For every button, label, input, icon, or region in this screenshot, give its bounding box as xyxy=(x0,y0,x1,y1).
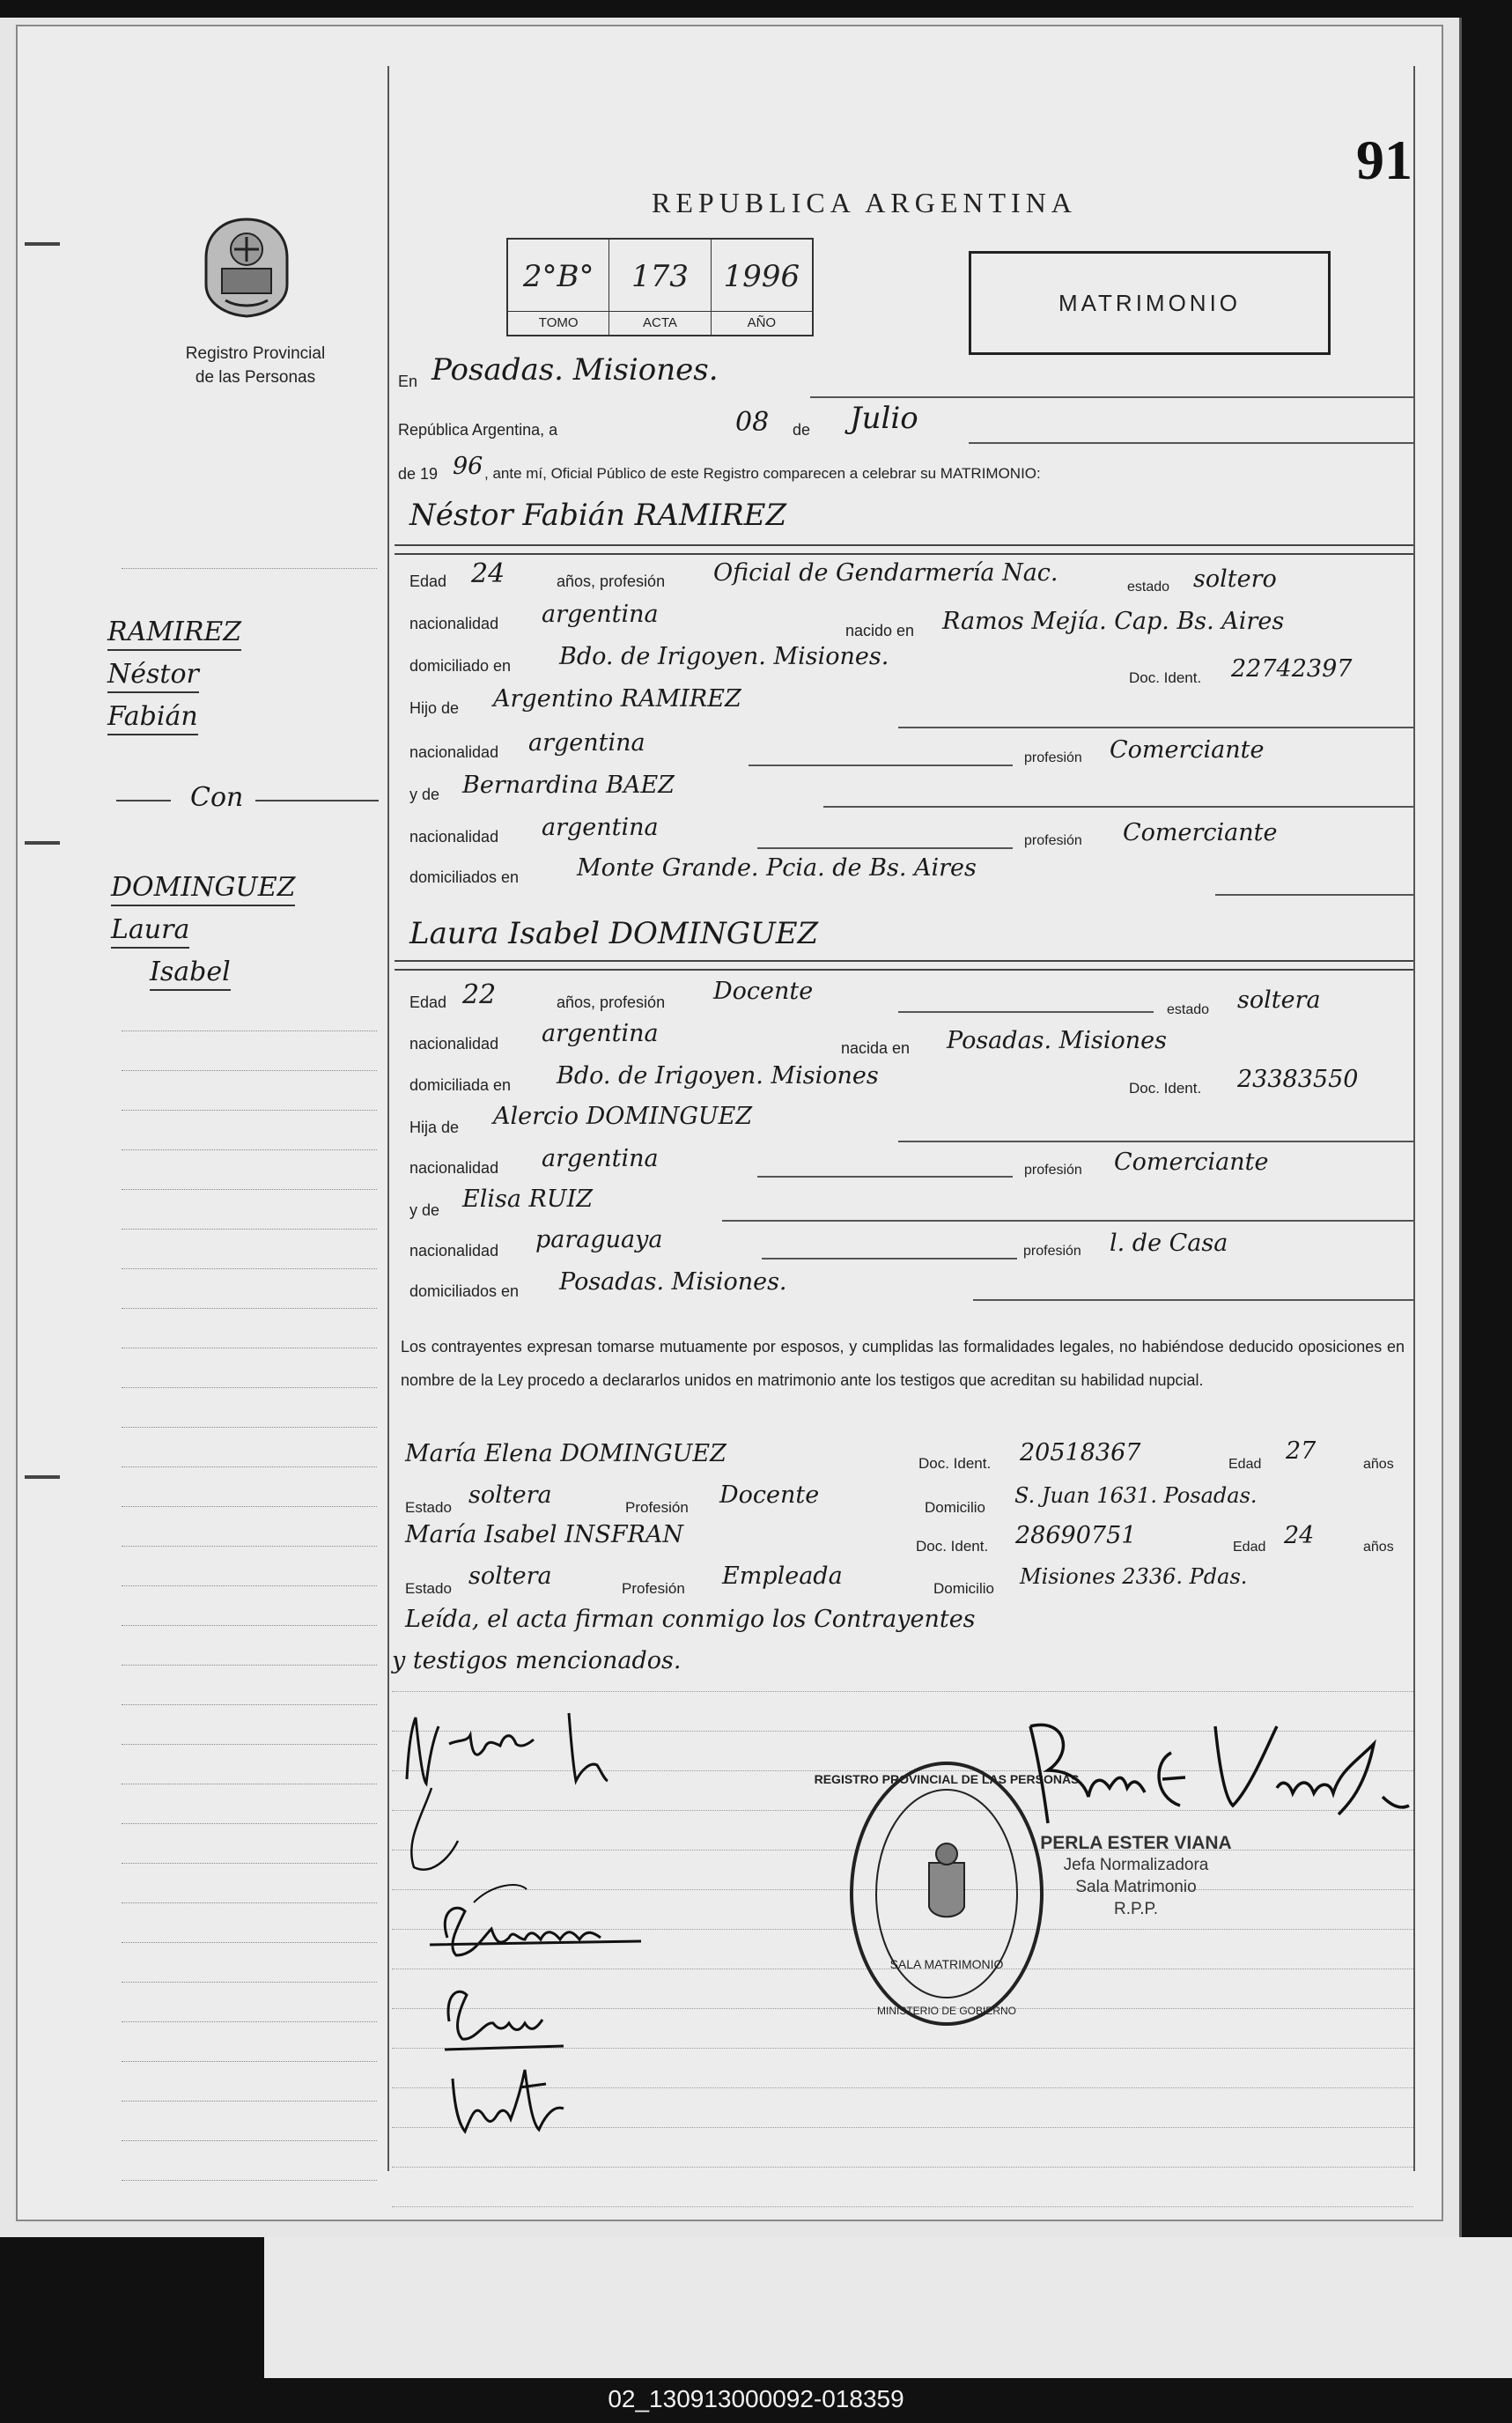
margin-rule xyxy=(255,800,379,802)
margin-ruling xyxy=(122,1982,377,1983)
margin-groom-middle-name: Fabián xyxy=(107,701,198,735)
signer-title: Jefa Normalizadora xyxy=(1063,1856,1209,1874)
margin-ruling xyxy=(122,1149,377,1150)
margin-groom-surname: RAMIREZ xyxy=(107,617,241,651)
witness1-signature xyxy=(431,1969,590,2065)
bride-father: Alercio DOMINGUEZ xyxy=(493,1103,753,1130)
nacionalidad-label: nacionalidad xyxy=(409,743,499,761)
margin-ruling xyxy=(122,2021,377,2022)
field-line xyxy=(973,1299,1413,1301)
official-signature xyxy=(1013,1709,1418,1841)
right-border-line xyxy=(1413,66,1415,2171)
month: Julio xyxy=(850,401,918,436)
bride-doc: 23383550 xyxy=(1237,1066,1359,1093)
margin-ruling xyxy=(122,1863,377,1864)
anio-value: 1996 xyxy=(723,259,800,294)
margin-bride-middle-name: Isabel xyxy=(150,957,231,991)
edad-label: Edad xyxy=(1233,1540,1266,1555)
closing-line-2: y testigos mencionados. xyxy=(392,1647,682,1674)
anos-profesion-label: años, profesión xyxy=(557,994,666,1011)
margin-ruling xyxy=(122,1229,377,1230)
margin-rule xyxy=(116,800,171,802)
groom-name: Néstor Fabián RAMIREZ xyxy=(409,498,787,533)
field-line xyxy=(898,727,1413,728)
margin-ruling xyxy=(122,1189,377,1190)
margin-ruling xyxy=(122,1942,377,1943)
margin-ruling xyxy=(122,1387,377,1388)
field-line xyxy=(823,806,1413,808)
acta-value: 173 xyxy=(631,259,689,294)
signer-name: PERLA ESTER VIANA xyxy=(1040,1833,1232,1853)
margin-ruling xyxy=(122,1902,377,1903)
anos-label: años xyxy=(1363,1540,1394,1555)
section-rule xyxy=(395,544,1413,546)
edad-label: Edad xyxy=(409,573,447,590)
groom-estado: soltero xyxy=(1193,565,1277,593)
underlying-page xyxy=(264,2237,1512,2378)
profesion-label: Profesión xyxy=(625,1499,689,1516)
stamp-inner-text: SALA MATRIMONIO xyxy=(889,1957,1004,1971)
bride-mother: Elisa RUIZ xyxy=(462,1186,594,1213)
anio-label: AÑO xyxy=(712,311,812,335)
domiciliado-label: domiciliado en xyxy=(409,657,512,675)
margin-ruling xyxy=(122,1427,377,1428)
margin-ruling xyxy=(122,1506,377,1507)
bride-address: Bdo. de Irigoyen. Misiones xyxy=(557,1062,879,1090)
year-prefix: de 19 xyxy=(398,465,439,483)
page-inner xyxy=(16,25,1443,2221)
bride-birthplace: Posadas. Misiones xyxy=(947,1027,1167,1054)
margin-bride-first-name: Laura xyxy=(111,914,189,949)
acta-label: ACTA xyxy=(609,311,710,335)
estado-label: Estado xyxy=(405,1499,452,1516)
margin-ruling xyxy=(122,1466,377,1467)
section-rule xyxy=(395,969,1413,971)
domicilio-label: Domicilio xyxy=(933,1580,994,1597)
groom-father-profession: Comerciante xyxy=(1110,736,1265,764)
margin-bride-surname: DOMINGUEZ xyxy=(111,872,295,906)
field-line xyxy=(1215,894,1413,896)
margin-ruling xyxy=(122,1546,377,1547)
anio-cell xyxy=(712,240,812,335)
margin-divider xyxy=(387,66,389,2171)
witness1-estado: soltera xyxy=(468,1481,552,1509)
groom-age: 24 xyxy=(471,558,505,589)
witness2-profession: Empleada xyxy=(722,1562,843,1590)
estado-label: Estado xyxy=(405,1580,452,1597)
y-de-label: y de xyxy=(409,786,440,803)
doc-label: Doc. Ident. xyxy=(1129,669,1202,686)
page-number: 91 xyxy=(1356,129,1412,191)
margin-column xyxy=(18,26,387,2220)
profesion-label: profesión xyxy=(1024,750,1082,765)
day: 08 xyxy=(735,407,770,438)
provincial-crest-icon xyxy=(199,216,294,320)
margin-ruling xyxy=(122,1625,377,1626)
doc-label: Doc. Ident. xyxy=(916,1538,989,1555)
field-line xyxy=(898,1011,1154,1013)
domiciliada-label: domiciliada en xyxy=(409,1076,512,1094)
record-type-box: MATRIMONIO xyxy=(969,251,1331,355)
bride-mother-nationality: paraguaya xyxy=(535,1226,663,1253)
scan-id-footer: 02_130913000092-018359 xyxy=(0,2378,1512,2423)
nacionalidad-label: nacionalidad xyxy=(409,1159,499,1177)
bride-nationality: argentina xyxy=(542,1020,659,1047)
anos-label: años xyxy=(1363,1457,1394,1472)
bride-father-nationality: argentina xyxy=(542,1145,659,1172)
margin-ruling xyxy=(122,1823,377,1824)
bride-father-profession: Comerciante xyxy=(1114,1149,1269,1176)
register-page xyxy=(0,18,1462,2237)
margin-ruling xyxy=(122,2101,377,2102)
groom-mother-nationality: argentina xyxy=(542,814,659,841)
bride-name: Laura Isabel DOMINGUEZ xyxy=(409,916,819,951)
bride-parents-address: Posadas. Misiones. xyxy=(559,1268,787,1296)
nacionalidad-label: nacionalidad xyxy=(409,615,499,632)
official-signer-block xyxy=(1022,1832,1250,1920)
field-line xyxy=(810,396,1413,398)
witness1-doc: 20518367 xyxy=(1020,1439,1141,1466)
hija-label: Hija de xyxy=(409,1119,460,1136)
witness2-estado: soltera xyxy=(468,1562,552,1590)
country-heading: REPUBLICA ARGENTINA xyxy=(652,187,1077,218)
profesion-label: profesión xyxy=(1024,1163,1082,1178)
year-suffix: 96 xyxy=(453,453,483,480)
margin-ruling xyxy=(122,1665,377,1666)
registry-label-line2: de las Personas xyxy=(195,368,316,387)
margin-ruling xyxy=(122,1268,377,1269)
margin-ruling xyxy=(122,568,377,569)
groom-nationality: argentina xyxy=(542,601,659,628)
bride-signature xyxy=(421,1876,667,1982)
witness2-doc: 28690751 xyxy=(1015,1522,1137,1549)
tomo-value: 2°B° xyxy=(522,259,594,294)
groom-doc: 22742397 xyxy=(1231,655,1353,683)
witness2-age: 24 xyxy=(1284,1522,1315,1549)
tomo-label: TOMO xyxy=(508,311,608,335)
edad-label: Edad xyxy=(409,994,447,1011)
section-rule xyxy=(395,960,1413,962)
witness1-address: S. Juan 1631. Posadas. xyxy=(1014,1483,1258,1508)
estado-label: estado xyxy=(1127,580,1170,595)
margin-ruling xyxy=(122,1070,377,1071)
bride-profession: Docente xyxy=(713,978,814,1005)
witness1-profession: Docente xyxy=(719,1481,820,1509)
bride-estado: soltera xyxy=(1237,986,1321,1014)
margin-ruling xyxy=(122,1110,377,1111)
stamp-bottom-text: MINISTERIO DE GOBIERNO xyxy=(876,2005,1017,2017)
tomo-cell xyxy=(508,240,609,335)
witness1-age: 27 xyxy=(1286,1437,1317,1465)
estado-label: estado xyxy=(1167,1002,1210,1017)
margin-ruling xyxy=(122,1744,377,1745)
doc-label: Doc. Ident. xyxy=(1129,1080,1202,1097)
field-line xyxy=(757,847,1013,849)
groom-signature xyxy=(396,1700,643,1894)
y-de-label: y de xyxy=(409,1201,440,1219)
groom-father-nationality: argentina xyxy=(528,729,645,757)
nacionalidad-label: nacionalidad xyxy=(409,1242,499,1260)
groom-parents-address: Monte Grande. Pcia. de Bs. Aires xyxy=(577,854,977,882)
edad-label: Edad xyxy=(1228,1457,1262,1472)
stamp-outer-text: REGISTRO PROVINCIAL DE LAS PERSONAS xyxy=(814,1772,1080,1786)
profesion-label: profesión xyxy=(1024,833,1082,848)
profesion-label: profesión xyxy=(1023,1244,1081,1259)
registry-label-line1: Registro Provincial xyxy=(185,344,326,363)
groom-mother: Bernardina BAEZ xyxy=(462,772,675,799)
groom-profession: Oficial de Gendarmería Nac. xyxy=(713,559,1058,587)
doc-label: Doc. Ident. xyxy=(918,1455,992,1472)
margin-ruling xyxy=(122,2140,377,2141)
bride-age: 22 xyxy=(462,979,497,1010)
closing-line-1: Leída, el acta firman conmigo los Contrayentes xyxy=(405,1606,976,1633)
witness2-signature xyxy=(440,2052,599,2158)
bride-mother-profession: l. de Casa xyxy=(1110,1230,1228,1257)
ruling xyxy=(392,1691,1413,1692)
witness1-name: María Elena DOMINGUEZ xyxy=(405,1440,726,1467)
nacido-label: nacido en xyxy=(845,622,915,639)
witness2-name: María Isabel INSFRAN xyxy=(405,1521,684,1548)
signer-org: R.P.P. xyxy=(1113,1900,1158,1918)
legal-declaration: Los contrayentes expresan tomarse mutuamente por esposos, y cumplidas las formalidades legales, no habiéndose deducido oposiciones en nombre de la Ley procedo a declararlos unidos en matrimonio ante los testigos que acreditan su habilidad nupcial. xyxy=(401,1338,1405,1389)
witness2-address: Misiones 2336. Pdas. xyxy=(1020,1564,1248,1589)
de-label: de xyxy=(793,421,811,439)
field-line xyxy=(749,765,1013,766)
groom-birthplace: Ramos Mejía. Cap. Bs. Aires xyxy=(942,608,1285,635)
field-line xyxy=(898,1141,1413,1142)
margin-ruling xyxy=(122,1704,377,1705)
place: Posadas. Misiones. xyxy=(431,352,719,388)
section-rule xyxy=(395,553,1413,555)
nacionalidad-label: nacionalidad xyxy=(409,828,499,846)
groom-father: Argentino RAMIREZ xyxy=(493,685,741,713)
nacida-label: nacida en xyxy=(841,1039,911,1057)
margin-groom-first-name: Néstor xyxy=(107,659,199,693)
profesion-label: Profesión xyxy=(622,1580,685,1597)
margin-ruling xyxy=(122,2180,377,2181)
republic-label: República Argentina, a xyxy=(398,421,558,439)
domicilio-label: Domicilio xyxy=(925,1499,985,1516)
acta-cell xyxy=(609,240,711,335)
en-label: En xyxy=(398,373,418,390)
registry-label xyxy=(141,342,370,389)
anos-profesion-label: años, profesión xyxy=(557,573,666,590)
ruling xyxy=(392,2167,1413,2168)
groom-mother-profession: Comerciante xyxy=(1123,819,1278,846)
field-line xyxy=(969,442,1413,444)
margin-ruling xyxy=(122,1585,377,1586)
nacionalidad-label: nacionalidad xyxy=(409,1035,499,1053)
signer-office: Sala Matrimonio xyxy=(1075,1878,1197,1896)
margin-ruling xyxy=(122,1308,377,1309)
record-reference-box xyxy=(506,238,814,336)
groom-address: Bdo. de Irigoyen. Misiones. xyxy=(559,643,889,670)
domiciliados-label: domiciliados en xyxy=(409,1282,520,1300)
field-line xyxy=(722,1220,1413,1222)
margin-ruling xyxy=(122,2061,377,2062)
hijo-label: Hijo de xyxy=(409,699,460,717)
field-line xyxy=(757,1176,1013,1178)
field-line xyxy=(762,1258,1017,1260)
intro-statement: , ante mí, Oficial Público de este Registro comparecen a celebrar su MATRIMONIO: xyxy=(484,465,1041,482)
domiciliados-label: domiciliados en xyxy=(409,868,520,886)
margin-connector: Con xyxy=(190,782,244,813)
ruling xyxy=(392,2206,1413,2207)
